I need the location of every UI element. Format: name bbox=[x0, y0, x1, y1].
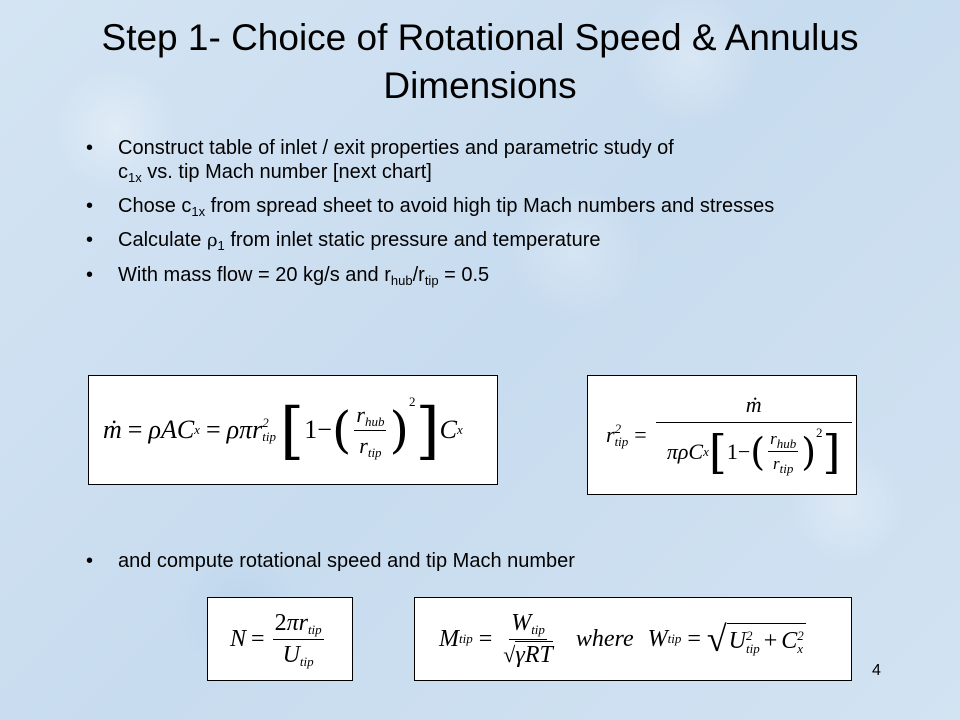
slide-title-line1: Step 1- Choice of Rotational Speed & Annulus bbox=[101, 17, 859, 58]
bullet-dot: • bbox=[86, 264, 94, 286]
rho-symbol: ρ bbox=[206, 230, 218, 251]
page-number: 4 bbox=[872, 662, 881, 679]
equation-tip-radius: r 2 tip = ṁ π ρ C x [ 1 − ( $\frac{r_{hub}}{r_{tip}}$ ) $^2$ ] bbox=[587, 375, 857, 495]
bullet-item-5: • and compute rotational speed and tip Mach number bbox=[86, 550, 575, 572]
slide-title bbox=[0, 14, 960, 110]
bullet-list bbox=[86, 136, 866, 297]
bullet-item-4: • With mass flow = 20 kg/s and $r_{hub}/r_{tip} = 0.5$ bbox=[86, 264, 490, 288]
bullet-item-2: • Chose $c_{1x}$ from spread sheet to avoid high tip Mach numbers and stresses bbox=[86, 195, 775, 219]
bullet-item-3: • Calculate $\rho_1$ from inlet static pressure and temperature bbox=[86, 229, 601, 253]
equation-rotational-speed: N = $\frac{2\pi r_{tip}}{U_{tip}}$ bbox=[207, 597, 353, 681]
slide-title-line2: Dimensions bbox=[383, 65, 577, 106]
bullet-dot: • bbox=[86, 195, 94, 217]
equation-tip-mach: M tip = $\frac{W_{tip}}{\text{√γRT}}$ where W tip = √ U 2 tip + C 2 x bbox=[414, 597, 852, 681]
bullet-dot: • bbox=[86, 229, 94, 251]
bullet-dot: • bbox=[86, 137, 94, 159]
bullet-item-1: • Construct table of inlet / exit properties and parametric study of $c_{1x}$ vs. tip Mach number [next chart] bbox=[86, 137, 674, 185]
equation-mass-flow: ṁ = ρ A C x = ρ π r 2 tip [ 1 − ( $\frac{r_{hub}}{r_{tip}}$ ) $^2$ ] C x bbox=[88, 375, 498, 485]
bullet-list-2 bbox=[86, 549, 866, 583]
bullet-dot: • bbox=[86, 550, 94, 572]
